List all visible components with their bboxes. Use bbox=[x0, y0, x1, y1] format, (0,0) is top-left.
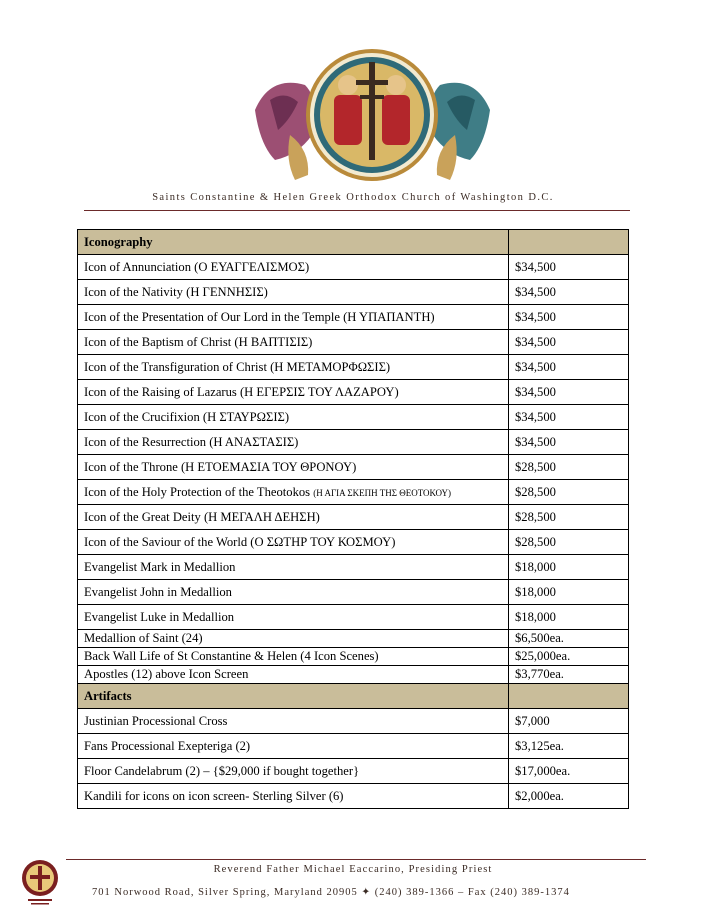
item-name: Icon of the Transfiguration of Christ (Η ΜΕΤΑΜΟΡΦΩΣΙΣ) bbox=[78, 355, 509, 380]
table-row bbox=[78, 648, 629, 666]
header-divider bbox=[84, 210, 630, 211]
table-row bbox=[78, 430, 629, 455]
table-row bbox=[78, 505, 629, 530]
item-name: Floor Candelabrum (2) – {$29,000 if bought together} bbox=[78, 759, 509, 784]
item-price: $3,770ea. bbox=[509, 666, 629, 684]
item-price: $17,000ea. bbox=[509, 759, 629, 784]
item-price: $28,500 bbox=[509, 505, 629, 530]
footer-priest-line: Reverend Father Michael Eaccarino, Presiding Priest bbox=[213, 864, 493, 875]
item-name: Icon of Annunciation (Ο ΕΥΑΓΓΕΛΙΣΜΟΣ) bbox=[78, 255, 509, 280]
item-price: $34,500 bbox=[509, 355, 629, 380]
item-price: $2,000ea. bbox=[509, 784, 629, 809]
table-row bbox=[78, 480, 629, 505]
item-price: $34,500 bbox=[509, 280, 629, 305]
item-price: $28,500 bbox=[509, 480, 629, 505]
item-price: $34,500 bbox=[509, 405, 629, 430]
item-price: $3,125ea. bbox=[509, 734, 629, 759]
price-list-table bbox=[77, 229, 629, 809]
item-name: Apostles (12) above Icon Screen bbox=[78, 666, 509, 684]
item-name: Back Wall Life of St Constantine & Helen (4 Icon Scenes) bbox=[78, 648, 509, 666]
section-title: Artifacts bbox=[78, 684, 509, 709]
item-name: Icon of the Great Deity (Η ΜΕΓΑΛΗ ΔΕΗΣΗ) bbox=[78, 505, 509, 530]
table-row bbox=[78, 455, 629, 480]
item-price: $18,000 bbox=[509, 580, 629, 605]
item-name: Icon of the Presentation of Our Lord in the Temple (Η ΥΠΑΠΑΝΤΗ) bbox=[78, 305, 509, 330]
item-name: Icon of the Throne (Η ΕΤΟΕΜΑΣΙΑ ΤΟΥ ΘΡΟΝΟΥ) bbox=[78, 455, 509, 480]
table-row bbox=[78, 555, 629, 580]
item-name-cell bbox=[78, 480, 509, 505]
section-price-blank bbox=[509, 230, 629, 255]
item-name: Kandili for icons on icon screen- Sterling Silver (6) bbox=[78, 784, 509, 809]
item-price: $34,500 bbox=[509, 305, 629, 330]
footer-address-line: 701 Norwood Road, Silver Spring, Maryland 20905 ✦ (240) 389-1366 – Fax (240) 389-1374 bbox=[92, 887, 570, 898]
item-name: Icon of the Crucifixion (Η ΣΤΑΥΡΩΣΙΣ) bbox=[78, 405, 509, 430]
section-price-blank bbox=[509, 684, 629, 709]
item-price: $18,000 bbox=[509, 555, 629, 580]
church-name-header: Saints Constantine & Helen Greek Orthodox Church of Washington D.C. bbox=[152, 192, 554, 203]
table-row bbox=[78, 709, 629, 734]
table-row bbox=[78, 255, 629, 280]
item-name: Evangelist John in Medallion bbox=[78, 580, 509, 605]
item-price: $18,000 bbox=[509, 605, 629, 630]
table-row bbox=[78, 734, 629, 759]
item-name: Icon of the Nativity (Η ΓΕΝΝΗΣΙΣ) bbox=[78, 280, 509, 305]
section-title: Iconography bbox=[78, 230, 509, 255]
item-price: $28,500 bbox=[509, 455, 629, 480]
item-price: $6,500ea. bbox=[509, 630, 629, 648]
table-row bbox=[78, 530, 629, 555]
table-row bbox=[78, 305, 629, 330]
table-row bbox=[78, 380, 629, 405]
item-price: $34,500 bbox=[509, 255, 629, 280]
section-header-row bbox=[78, 230, 629, 255]
table-row bbox=[78, 784, 629, 809]
item-name: Fans Processional Exepteriga (2) bbox=[78, 734, 509, 759]
table-row bbox=[78, 666, 629, 684]
item-name: Icon of the Holy Protection of the Theotokos bbox=[84, 484, 311, 499]
footer-divider bbox=[66, 859, 646, 860]
table-row bbox=[78, 605, 629, 630]
item-price: $34,500 bbox=[509, 430, 629, 455]
table-row bbox=[78, 759, 629, 784]
section-header-row bbox=[78, 684, 629, 709]
church-emblem-logo bbox=[250, 40, 495, 190]
item-name: Justinian Processional Cross bbox=[78, 709, 509, 734]
table-row bbox=[78, 580, 629, 605]
table-row bbox=[78, 630, 629, 648]
item-price: $7,000 bbox=[509, 709, 629, 734]
table-row bbox=[78, 355, 629, 380]
table-row bbox=[78, 330, 629, 355]
item-price: $34,500 bbox=[509, 330, 629, 355]
item-name-greek: (Η ΑΓΙΑ ΣΚΕΠΗ ΤΗΣ ΘΕΟΤΟΚΟΥ) bbox=[313, 487, 451, 498]
item-price: $34,500 bbox=[509, 380, 629, 405]
item-name: Evangelist Mark in Medallion bbox=[78, 555, 509, 580]
item-name: Icon of the Raising of Lazarus (Η ΕΓΕΡΣΙΣ ΤΟΥ ΛΑΖΑΡΟΥ) bbox=[78, 380, 509, 405]
item-price: $25,000ea. bbox=[509, 648, 629, 666]
item-name: Icon of the Baptism of Christ (Η ΒΑΠΤΙΣΙΣ) bbox=[78, 330, 509, 355]
table-row bbox=[78, 280, 629, 305]
item-name: Icon of the Resurrection (Η ΑΝΑΣΤΑΣΙΣ) bbox=[78, 430, 509, 455]
item-price: $28,500 bbox=[509, 530, 629, 555]
item-name: Icon of the Saviour of the World (Ο ΣΩΤΗΡ ΤΟΥ ΚΟΣΜΟΥ) bbox=[78, 530, 509, 555]
item-name: Evangelist Luke in Medallion bbox=[78, 605, 509, 630]
table-row bbox=[78, 405, 629, 430]
item-name: Medallion of Saint (24) bbox=[78, 630, 509, 648]
